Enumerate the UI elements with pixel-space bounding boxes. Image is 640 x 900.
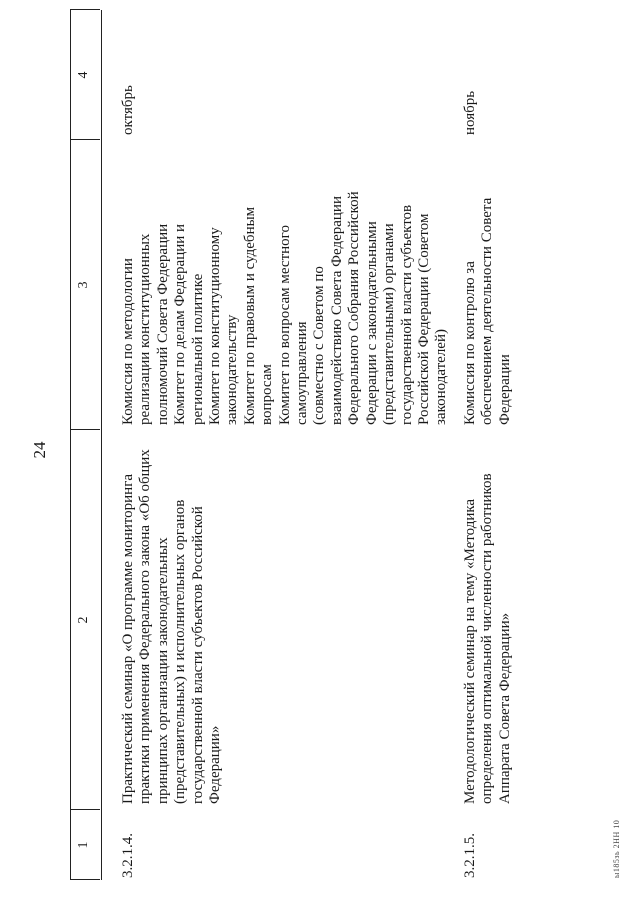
text-line: Федерации xyxy=(496,354,513,425)
header-divider xyxy=(70,429,100,430)
header-divider xyxy=(70,139,100,140)
page-number: 24 xyxy=(30,441,49,459)
column-number-1: 1 xyxy=(76,841,91,849)
text-line: государственной власти субъектов Российской Федерации» xyxy=(189,506,224,804)
text-line: (совместно с Советом по xyxy=(311,266,328,425)
responsible-list xyxy=(462,145,514,425)
text-line: Комитет по правовым и судебным xyxy=(241,206,258,425)
event-date: октябрь xyxy=(120,85,136,135)
text-line: принципах организации законодательных xyxy=(154,537,171,804)
table-header xyxy=(70,10,102,880)
header-divider xyxy=(70,879,100,880)
text-line: определения оптимальной численности работников xyxy=(479,473,496,804)
text-line: самоуправления xyxy=(294,321,311,425)
text-line: Комитет по конституционному xyxy=(207,227,224,425)
text-line: региональной политике xyxy=(189,273,206,425)
column-number-3: 3 xyxy=(76,281,91,289)
text-line: практики применения Федерального закона «Об общих xyxy=(137,449,154,804)
text-line: Методологический семинар на тему «Методика xyxy=(462,498,478,804)
text-line: полномочий Совета Федерации xyxy=(154,223,171,425)
text-line: взаимодействию Совета Федерации xyxy=(328,196,345,425)
event-date: ноябрь xyxy=(462,90,478,135)
text-line: вопросам xyxy=(259,364,276,425)
text-line: Комиссия по контролю за xyxy=(462,261,478,425)
event-title xyxy=(462,434,514,804)
column-number-2: 2 xyxy=(76,616,91,624)
footer-note: ы185зь 2НН 10 xyxy=(612,819,621,878)
text-line: (представительными) органами xyxy=(381,223,398,425)
header-divider xyxy=(70,9,100,10)
column-number-4: 4 xyxy=(76,71,91,79)
responsible-list xyxy=(120,145,451,425)
text-line: обеспечением деятельности Совета xyxy=(479,197,496,425)
text-line: Аппарата Совета Федерации» xyxy=(496,612,513,804)
row-number: 3.2.1.5. xyxy=(462,833,478,878)
text-line: Федерального Собрания Российской xyxy=(346,191,363,425)
text-line: Комиссия по методологии xyxy=(120,258,136,425)
text-line: законодателей) xyxy=(433,329,450,425)
text-line: Комитет по делам Федерации и xyxy=(172,223,189,425)
text-line: Российской Федерации (Советом xyxy=(415,213,432,425)
text-line: Практический семинар «О программе мониторинга xyxy=(120,473,136,804)
row-number: 3.2.1.4. xyxy=(120,833,136,878)
text-line: государственной власти субъектов xyxy=(398,204,415,425)
text-line: законодательству xyxy=(224,314,241,425)
text-line: (представительных) и исполнительных органов xyxy=(172,499,189,804)
text-line: Комитет по вопросам местного xyxy=(276,225,293,425)
text-line: реализации конституционных xyxy=(137,233,154,425)
header-divider xyxy=(70,809,100,810)
text-line: Федерации с законодательными xyxy=(363,221,380,425)
event-title xyxy=(120,434,224,804)
